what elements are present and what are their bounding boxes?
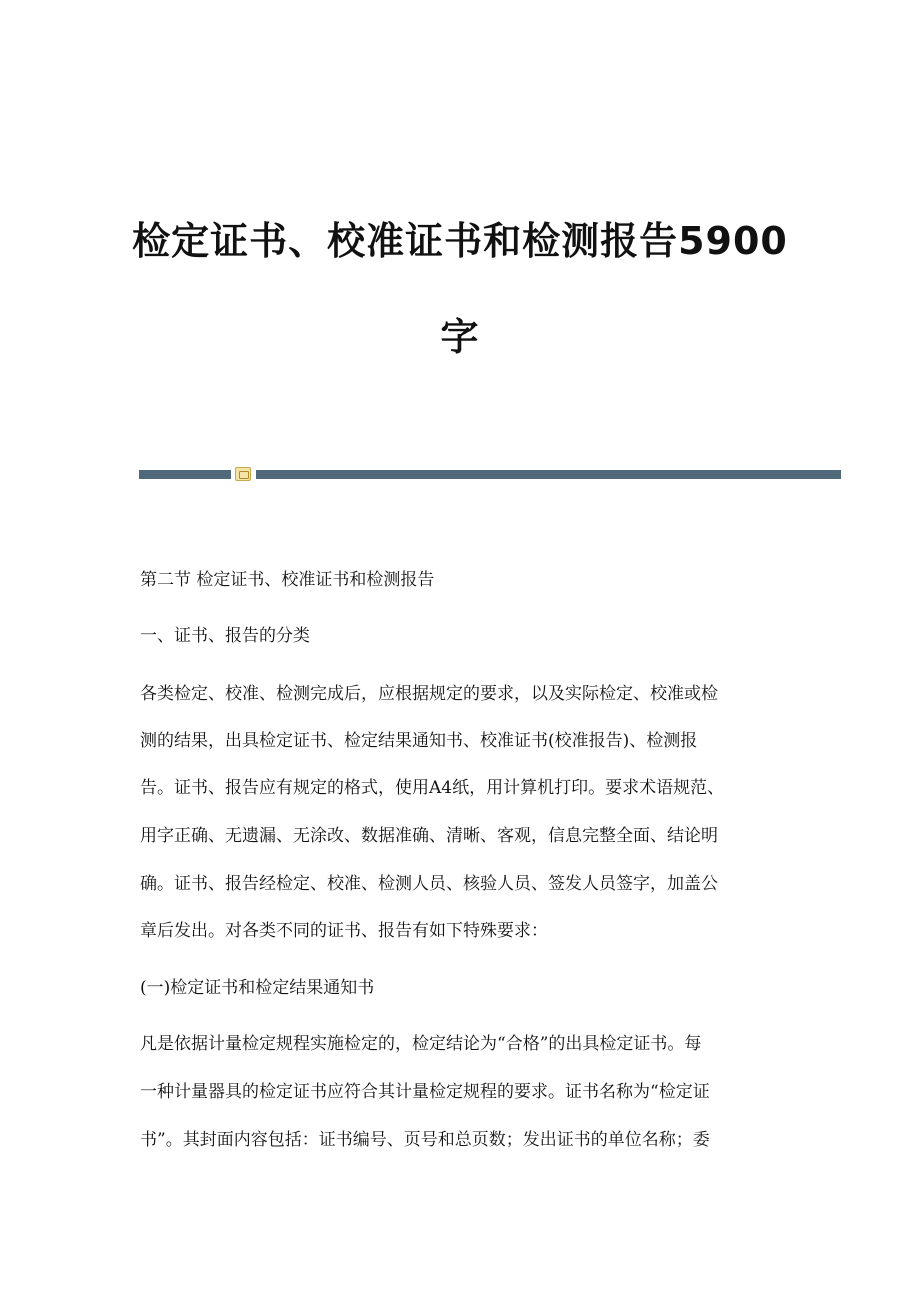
paragraph-line: 一种计量器具的检定证书应符合其计量检定规程的要求。证书名称为“检定证 [140,1082,710,1102]
section-heading: 第二节 检定证书、校准证书和检测报告 [140,570,435,590]
title-divider-right [256,470,841,479]
subheading-classification: 一、证书、报告的分类 [140,626,310,646]
divider-ornament-icon [235,467,251,481]
paragraph-line: 测的结果，出具检定证书、检定结果通知书、校准证书(校准报告)、检测报 [140,731,698,751]
paragraph-line: 各类检定、校准、检测完成后，应根据规定的要求，以及实际检定、校准或检 [140,684,718,704]
paragraph-line: 用字正确、无遗漏、无涂改、数据准确、清晰、客观，信息完整全面、结论明 [140,826,718,846]
document-title: 检定证书、校准证书和检测报告5900 [132,219,788,263]
title-divider-left [139,470,231,479]
paragraph-line: 章后发出。对各类不同的证书、报告有如下特殊要求： [140,921,548,941]
paragraph-line: 确。证书、报告经检定、校准、检测人员、核验人员、签发人员签字，加盖公 [140,874,718,894]
paragraph-line: 凡是依据计量检定规程实施检定的，检定结论为“合格”的出具检定证书。每 [140,1034,702,1054]
paragraph-line: 书”。其封面内容包括：证书编号、页号和总页数；发出证书的单位名称；委 [140,1130,710,1150]
subheading-verification-certificate: (一)检定证书和检定结果通知书 [140,978,375,998]
document-title-continued: 字 [440,315,480,359]
paragraph-line: 告。证书、报告应有规定的格式，使用A4纸，用计算机打印。要求术语规范、 [140,778,725,798]
